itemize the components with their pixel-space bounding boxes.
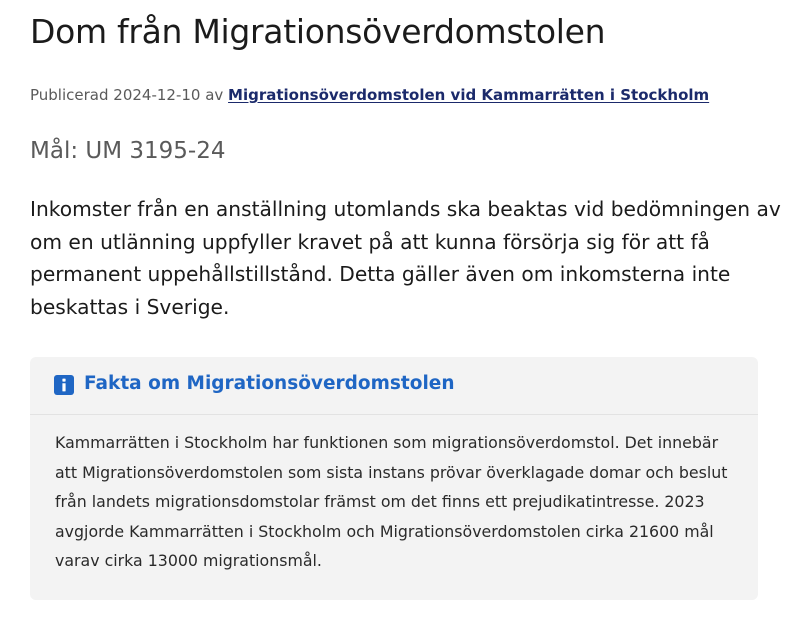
fact-line: varav cirka 13000 migrationsmål. — [55, 551, 322, 570]
info-icon — [54, 375, 74, 395]
fact-line: att Migrationsöverdomstolen som sista instans prövar överklagade domar och beslut — [55, 462, 728, 482]
fact-box — [30, 357, 758, 600]
byline-prefix: Publicerad 2024-12-10 av — [30, 86, 229, 104]
lead-line: om en utlänning uppfyller kravet på att kunna försörja sig för att få — [30, 229, 710, 254]
publisher-link[interactable]: Migrationsöverdomstolen vid Kammarrätten i Stockholm — [228, 86, 710, 104]
fact-line: Kammarrätten i Stockholm har funktionen som migrationsöverdomstol. Det innebär — [55, 433, 719, 452]
lead-line: Inkomster från en anställning utomlands ska beaktas vid bedömningen av — [30, 197, 781, 221]
case-number: Mål: UM 3195-24 — [30, 138, 226, 164]
lead-paragraph — [30, 193, 790, 323]
lead-line: permanent uppehållstillstånd. Detta gäller även om inkomsterna inte — [30, 262, 731, 286]
fact-box-header — [30, 357, 758, 415]
fact-line: avgjorde Kammarrätten i Stockholm och Migrationsöverdomstolen cirka 21600 mål — [55, 521, 714, 541]
lead-line: beskattas i Sverige. — [30, 294, 230, 319]
page-title: Dom från Migrationsöverdomstolen — [30, 12, 606, 51]
fact-box-body — [55, 428, 745, 576]
byline — [30, 86, 709, 104]
fact-box-title: Fakta om Migrationsöverdomstolen — [84, 373, 455, 394]
fact-line: från landets migrationsdomstolar främst om det finns ett prejudikatintresse. 2023 — [55, 492, 705, 511]
